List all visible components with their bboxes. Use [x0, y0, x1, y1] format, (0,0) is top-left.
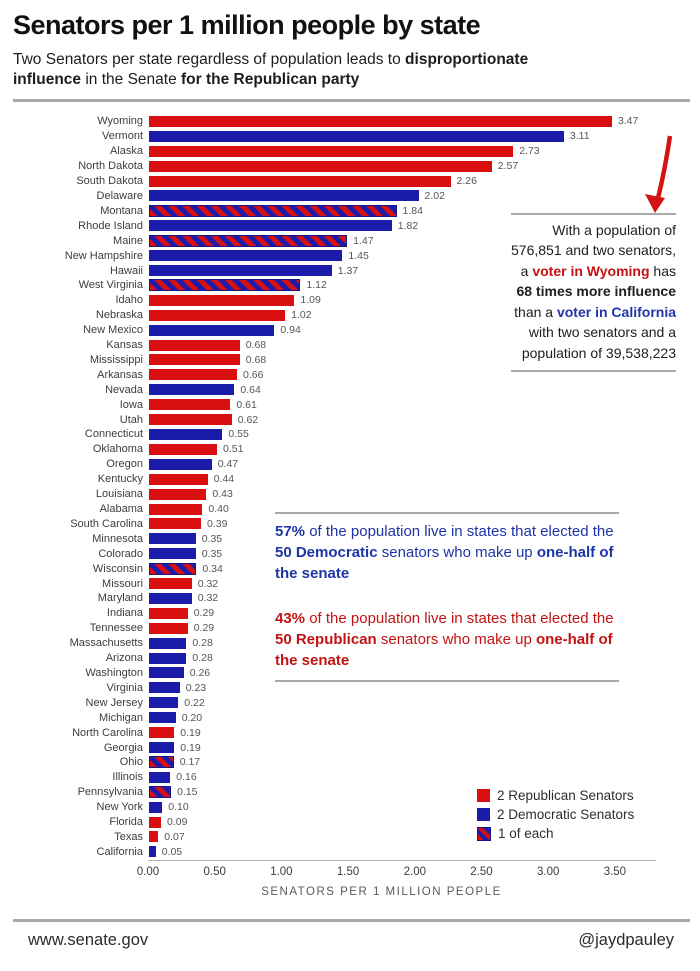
- bar-florida: [149, 817, 161, 828]
- value-label: 0.26: [189, 666, 211, 679]
- bar-illinois: [149, 772, 170, 783]
- bar-oregon: [149, 459, 212, 470]
- state-label-north-dakota: North Dakota: [78, 160, 143, 173]
- value-label: 0.16: [176, 771, 197, 784]
- value-label: 0.29: [193, 607, 215, 620]
- republican-stat-text: [275, 608, 619, 671]
- value-label: 1.45: [348, 249, 369, 262]
- x-tick-3.00: 3.00: [536, 866, 560, 878]
- state-label-michigan: Michigan: [98, 711, 143, 724]
- state-label-illinois: Illinois: [112, 771, 143, 784]
- value-label: 1.84: [402, 204, 423, 217]
- value-label: 0.07: [164, 830, 185, 843]
- value-label: 0.44: [213, 473, 235, 486]
- state-label-hawaii: Hawaii: [109, 264, 143, 277]
- legend-item-democratic: [477, 805, 634, 824]
- bar-row-nevada: [0, 382, 700, 397]
- bar-row-new-jersey: [0, 695, 700, 710]
- wyoming-vs-california-note: [511, 213, 676, 372]
- state-label-new-mexico: New Mexico: [83, 324, 143, 337]
- state-label-nevada: Nevada: [105, 383, 143, 396]
- legend-item-split: [477, 824, 634, 843]
- state-label-california: California: [96, 845, 143, 858]
- bar-track: [149, 727, 700, 739]
- state-label-colorado: Colorado: [98, 547, 143, 560]
- value-label: 0.15: [177, 786, 198, 799]
- footer-credit: @jaydpauley: [578, 931, 674, 949]
- bar-row-vermont: [0, 129, 700, 144]
- bar-vermont: [149, 131, 564, 142]
- text-segment: 57%: [275, 523, 306, 540]
- bar-track: [149, 488, 700, 500]
- state-label-delaware: Delaware: [96, 189, 143, 202]
- state-label-washington: Washington: [85, 666, 143, 679]
- value-label: 3.47: [617, 115, 639, 128]
- value-label: 0.61: [236, 398, 257, 411]
- bar-track: [149, 175, 700, 187]
- bar-north-carolina: [149, 727, 174, 738]
- state-label-wisconsin: Wisconsin: [92, 562, 143, 575]
- footer-source-link: www.senate.gov: [28, 931, 149, 949]
- legend-swatch-democratic: [477, 808, 490, 821]
- bar-track: [149, 399, 700, 411]
- text-segment: 50 Democratic: [275, 544, 378, 561]
- state-label-iowa: Iowa: [119, 398, 143, 411]
- state-label-minnesota: Minnesota: [92, 532, 143, 545]
- text-segment: than a: [514, 303, 557, 320]
- value-label: 0.35: [201, 547, 223, 560]
- legend: [477, 786, 634, 843]
- bar-track: [149, 414, 700, 426]
- header-divider: [13, 99, 690, 102]
- bar-utah: [149, 414, 232, 425]
- bar-track: [149, 115, 700, 127]
- bar-massachusetts: [149, 638, 186, 649]
- page-title: Senators per 1 million people by state: [13, 10, 481, 40]
- legend-swatch-republican: [477, 789, 490, 802]
- x-tick-1.50: 1.50: [336, 866, 360, 878]
- state-label-massachusetts: Massachusetts: [69, 637, 143, 650]
- bar-california: [149, 846, 156, 857]
- value-label: 0.32: [197, 577, 219, 590]
- value-label: 0.64: [240, 383, 261, 396]
- bar-row-connecticut: [0, 427, 700, 442]
- value-label: 2.26: [456, 175, 477, 188]
- x-tick-2.50: 2.50: [470, 866, 493, 878]
- value-label: 0.43: [212, 488, 233, 501]
- bar-kansas: [149, 340, 240, 351]
- bar-track: [149, 682, 700, 694]
- value-label: 0.40: [208, 503, 229, 516]
- bar-row-north-carolina: [0, 725, 700, 740]
- page-subtitle: [13, 50, 598, 90]
- value-label: 0.19: [180, 726, 201, 739]
- value-label: 0.35: [201, 532, 223, 545]
- bar-kentucky: [149, 474, 208, 485]
- state-label-missouri: Missouri: [102, 577, 143, 590]
- bar-alabama: [149, 504, 202, 515]
- state-label-maryland: Maryland: [97, 592, 143, 605]
- bar-row-georgia: [0, 740, 700, 755]
- bar-row-kentucky: [0, 472, 700, 487]
- text-segment: 68 times more influence: [516, 283, 676, 300]
- value-label: 0.68: [245, 339, 267, 352]
- bar-track: [149, 160, 700, 172]
- value-label: 0.51: [223, 443, 244, 456]
- text-segment: of the population live in states that elected the: [305, 523, 614, 540]
- text-segment: for the Republican party: [181, 71, 360, 89]
- state-label-connecticut: Connecticut: [84, 428, 143, 441]
- value-label: 0.20: [181, 711, 203, 724]
- legend-label: 2 Democratic Senators: [497, 807, 635, 822]
- bar-row-utah: [0, 412, 700, 427]
- bar-track: [149, 458, 700, 470]
- bar-row-iowa: [0, 397, 700, 412]
- bar-row-south-dakota: [0, 174, 700, 189]
- legend-item-republican: [477, 786, 634, 805]
- state-label-kentucky: Kentucky: [97, 473, 143, 486]
- state-label-oregon: Oregon: [106, 458, 143, 471]
- value-label: 1.37: [337, 264, 359, 277]
- value-label: 0.28: [192, 637, 213, 650]
- bar-row-north-dakota: [0, 159, 700, 174]
- bar-tennessee: [149, 623, 188, 634]
- bar-indiana: [149, 608, 188, 619]
- value-label: 1.09: [300, 294, 321, 307]
- bar-south-carolina: [149, 518, 201, 529]
- legend-swatch-split: [477, 827, 491, 841]
- bar-new-jersey: [149, 697, 178, 708]
- bar-idaho: [149, 295, 294, 306]
- x-axis-title: SENATORS PER 1 MILLION PEOPLE: [261, 886, 502, 898]
- bar-wyoming: [149, 116, 612, 127]
- bar-south-dakota: [149, 176, 451, 187]
- bar-missouri: [149, 578, 192, 589]
- bar-row-california: [0, 844, 700, 859]
- bar-row-alaska: [0, 144, 700, 159]
- state-label-georgia: Georgia: [103, 741, 143, 754]
- democratic-stat-text: [275, 521, 619, 584]
- value-label: 0.23: [185, 681, 207, 694]
- value-label: 1.47: [353, 234, 374, 247]
- state-label-alabama: Alabama: [99, 503, 143, 516]
- bar-new-mexico: [149, 325, 274, 336]
- bar-michigan: [149, 712, 176, 723]
- bar-louisiana: [149, 489, 206, 500]
- text-segment: of the population live in states that elected the: [305, 610, 614, 627]
- text-segment: senators who make up: [377, 544, 537, 561]
- bar-row-virginia: [0, 680, 700, 695]
- state-label-wyoming: Wyoming: [97, 115, 143, 128]
- bar-nebraska: [149, 310, 285, 321]
- bar-new-york: [149, 802, 162, 813]
- state-label-maine: Maine: [113, 234, 143, 247]
- bar-row-oklahoma: [0, 442, 700, 457]
- bar-track: [149, 428, 700, 440]
- state-label-rhode-island: Rhode Island: [78, 219, 143, 232]
- bar-row-louisiana: [0, 487, 700, 502]
- footer-divider: [13, 919, 690, 922]
- state-label-oklahoma: Oklahoma: [92, 443, 143, 456]
- value-label: 3.11: [569, 130, 590, 143]
- state-label-utah: Utah: [119, 413, 143, 426]
- bar-track: [149, 756, 700, 768]
- state-label-alaska: Alaska: [109, 145, 143, 158]
- bar-track: [149, 846, 700, 858]
- bar-track: [149, 473, 700, 485]
- value-label: 0.34: [202, 562, 223, 575]
- bar-ohio: [149, 756, 174, 768]
- bar-wisconsin: [149, 563, 196, 575]
- bar-track: [149, 697, 700, 709]
- bar-row-oregon: [0, 457, 700, 472]
- state-label-nebraska: Nebraska: [95, 309, 143, 322]
- text-segment: with two senators and a population of 39,538,223: [521, 324, 676, 361]
- value-label: 0.47: [217, 458, 239, 471]
- state-label-arkansas: Arkansas: [97, 368, 143, 381]
- bar-row-delaware: [0, 189, 700, 204]
- bar-maine: [149, 235, 347, 247]
- bar-connecticut: [149, 429, 222, 440]
- state-label-vermont: Vermont: [102, 130, 143, 143]
- bar-track: [149, 384, 700, 396]
- bar-track: [149, 771, 700, 783]
- value-label: 0.28: [192, 652, 213, 665]
- value-label: 2.73: [519, 145, 540, 158]
- bar-track: [149, 130, 700, 142]
- x-axis-ticks: [136, 866, 648, 880]
- bar-georgia: [149, 742, 174, 753]
- state-label-ohio: Ohio: [119, 756, 143, 769]
- value-label: 1.82: [397, 219, 419, 232]
- value-label: 0.05: [161, 845, 183, 858]
- bar-iowa: [149, 399, 230, 410]
- text-segment: 43%: [275, 610, 306, 627]
- bar-mississippi: [149, 354, 240, 365]
- bar-oklahoma: [149, 444, 217, 455]
- bar-delaware: [149, 190, 419, 201]
- senate-half-note: [275, 512, 619, 682]
- bar-row-wyoming: [0, 114, 700, 129]
- text-segment: in the Senate: [81, 71, 182, 89]
- state-label-florida: Florida: [109, 816, 143, 829]
- state-label-montana: Montana: [100, 204, 143, 217]
- state-label-new-hampshire: New Hampshire: [64, 249, 143, 262]
- bar-alaska: [149, 146, 513, 157]
- x-tick-0.50: 0.50: [203, 866, 226, 878]
- value-label: 0.17: [179, 756, 201, 769]
- bar-track: [149, 443, 700, 455]
- arrow-down-icon: [633, 128, 681, 220]
- state-label-south-carolina: South Carolina: [70, 517, 143, 530]
- bar-arizona: [149, 653, 186, 664]
- state-label-tennessee: Tennessee: [89, 622, 143, 635]
- value-label: 0.22: [184, 696, 205, 709]
- state-label-new-jersey: New Jersey: [85, 696, 143, 709]
- bar-hawaii: [149, 265, 332, 276]
- bar-maryland: [149, 593, 192, 604]
- bar-virginia: [149, 682, 180, 693]
- bar-rhode-island: [149, 220, 392, 231]
- text-segment: 50 Republican: [275, 631, 377, 648]
- value-label: 0.19: [180, 741, 201, 754]
- x-axis-line: [148, 860, 656, 861]
- bar-nevada: [149, 384, 234, 395]
- bar-row-illinois: [0, 770, 700, 785]
- text-segment: one-half of the senate: [275, 544, 614, 582]
- value-label: 0.62: [237, 413, 259, 426]
- state-label-north-carolina: North Carolina: [72, 726, 143, 739]
- value-label: 2.57: [497, 160, 519, 173]
- state-label-indiana: Indiana: [106, 607, 143, 620]
- bar-row-michigan: [0, 710, 700, 725]
- value-label: 0.09: [167, 816, 188, 829]
- state-label-texas: Texas: [114, 830, 143, 843]
- bar-track: [149, 145, 700, 157]
- value-label: 0.29: [193, 622, 215, 635]
- value-label: 0.68: [245, 353, 267, 366]
- bar-pennsylvania: [149, 786, 171, 798]
- value-label: 0.66: [243, 368, 264, 381]
- state-label-kansas: Kansas: [106, 339, 143, 352]
- legend-label: 2 Republican Senators: [497, 788, 634, 803]
- x-tick-2.00: 2.00: [403, 866, 426, 878]
- text-segment: senators who make up: [376, 631, 536, 648]
- bar-new-hampshire: [149, 250, 342, 261]
- text-segment: With a population of 576,851 and two senators, a: [511, 222, 677, 279]
- x-tick-1.00: 1.00: [270, 866, 293, 878]
- state-label-idaho: Idaho: [115, 294, 143, 307]
- bar-colorado: [149, 548, 196, 559]
- text-segment: voter in California: [556, 303, 676, 320]
- value-label: 2.02: [424, 189, 445, 202]
- state-label-virginia: Virginia: [106, 681, 143, 694]
- text-segment: has: [649, 262, 676, 279]
- text-segment: voter in Wyoming: [532, 262, 650, 279]
- value-label: 0.94: [280, 324, 301, 337]
- state-label-new-york: New York: [96, 801, 143, 814]
- bar-track: [149, 742, 700, 754]
- legend-label: 1 of each: [498, 826, 554, 841]
- bar-track: [149, 190, 700, 202]
- text-segment: disproportionate influence: [13, 51, 529, 89]
- bar-track: [149, 712, 700, 724]
- state-label-pennsylvania: Pennsylvania: [77, 786, 143, 799]
- bar-minnesota: [149, 533, 196, 544]
- bar-arkansas: [149, 369, 237, 380]
- x-tick-3.50: 3.50: [603, 866, 627, 878]
- state-label-south-dakota: South Dakota: [76, 175, 143, 188]
- bar-washington: [149, 667, 184, 678]
- state-label-mississippi: Mississippi: [89, 353, 143, 366]
- value-label: 0.39: [207, 517, 228, 530]
- value-label: 0.32: [197, 592, 219, 605]
- value-label: 1.12: [306, 279, 327, 292]
- state-label-arizona: Arizona: [105, 652, 143, 665]
- bar-texas: [149, 831, 158, 842]
- state-label-louisiana: Louisiana: [95, 488, 143, 501]
- bar-north-dakota: [149, 161, 492, 172]
- bar-west-virginia: [149, 279, 300, 291]
- bar-montana: [149, 205, 397, 217]
- text-segment: Two Senators per state regardless of population leads to: [13, 51, 406, 68]
- text-segment: one-half of the senate: [275, 631, 613, 669]
- state-label-west-virginia: West Virginia: [78, 279, 143, 292]
- value-label: 1.02: [291, 309, 312, 322]
- bar-row-ohio: [0, 755, 700, 770]
- x-tick-0.00: 0.00: [136, 866, 160, 878]
- value-label: 0.55: [228, 428, 249, 441]
- value-label: 0.10: [168, 801, 189, 814]
